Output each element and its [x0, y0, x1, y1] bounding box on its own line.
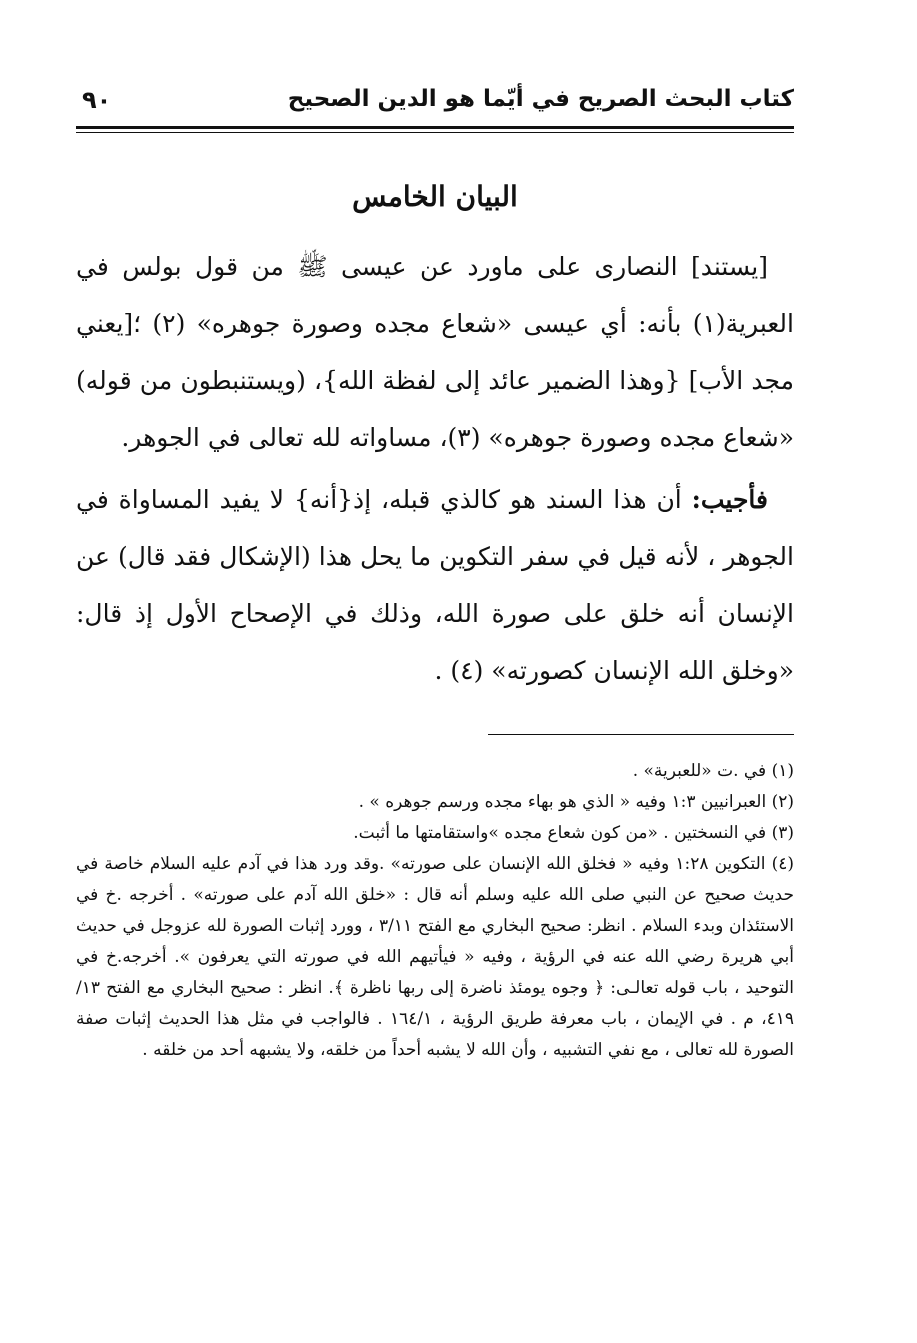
footnote-4: (٤) التكوين ١:٢٨ وفيه « فخلق الله الإنسان على صورته» .وقد ورد هذا في آدم عليه السلام خاصة في حديث صحيح عن النبي صلى الله عليه وسلم أنه قال : «خلق الله آدم على صورته» . أخرجه .خ في الاستئذان وبدء السلام . انظر: صحيح البخاري مع الفتح ٣/١١ ، وورد إثبات الصورة لله عزوجل في حديث أبي هريرة رضي الله عنه في الرؤية ، وفيه « فيأتيهم الله في صورته التي يعرفون ». أخرجه.خ في التوحيد ، باب قوله تعالـى: ﴿ وجوه يومئذ ناضرة إلى ربها ناظرة ﴾. انظر : صحيح البخاري مع الفتح ١٣/ ٤١٩، م . في الإيمان ، باب معرفة طريق الرؤية ، ١٦٤/١ . فالواجب في مثل هذا الحديث إثبات صفة الصورة لله تعالى ، مع نفي التشبيه ، وأن الله لا يشبه أحداً من خلقه، ولا يشبهه أحد من خلقه .	[76, 854, 794, 1060]
answer-text: أن هذا السند هو كالذي قبله، إذ{أنه} لا يفيد المساواة في الجوهر ، لأنه قيل في سفر التكوين ما يحل هذا (الإشكال فقد قال) عن الإنسان أنه خلق على صورة الله، وذلك في الإصحاح الأول إذ قال: «وخلق الله الإنسان كصورته» (٤) .	[76, 485, 794, 685]
section-heading: البيان الخامس	[352, 180, 518, 213]
running-header	[76, 84, 794, 124]
header-rule-thick	[76, 126, 794, 129]
page-number: ٩٠	[82, 86, 112, 114]
main-text	[76, 238, 794, 699]
footnotes	[76, 756, 794, 1066]
paragraph-answer	[76, 471, 794, 699]
footnote-3: (٣) في النسختين . «من كون شعاع مجده »واستقامتها ما أثبت.	[353, 823, 794, 843]
answer-lead: فأجيب:	[691, 485, 768, 514]
footnote-1: (١) في .ت «للعبرية» .	[632, 761, 794, 781]
footnote-separator	[488, 734, 794, 735]
running-header-title: كتاب البحث الصريح في أيّما هو الدين الصحيح	[287, 86, 794, 112]
paragraph-claim: [يستند] النصارى على ماورد عن عيسى ﷺ من قول بولس في العبرية(١) بأنه: أي عيسى «شعاع مجده وصورة جوهره» (٢) ؛[يعني مجد الأب] {وهذا الضمير عائد إلى لفظة الله}، (ويستنبطون من قوله) «شعاع مجده وصورة جوهره» (٣)، مساواته لله تعالى في الجوهر.	[76, 252, 794, 452]
header-rule-thin	[76, 132, 794, 133]
footnote-2: (٢) العبرانيين ١:٣ وفيه « الذي هو بهاء مجده ورسم جوهره » .	[358, 792, 794, 812]
